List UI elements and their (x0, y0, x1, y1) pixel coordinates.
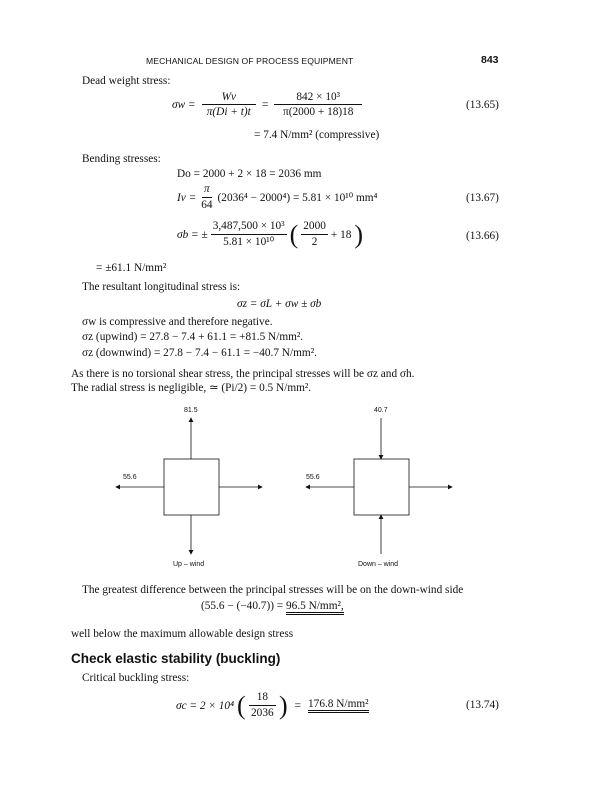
difference-prefix: (55.6 − (−40.7)) = (201, 600, 284, 612)
difference-line-1: The greatest difference between the principal stresses will be on the down-wind side (82, 584, 464, 596)
downwind-side-value: 55.6 (306, 474, 320, 481)
buckling-equation (176, 691, 369, 720)
fraction-numerator: Wv (202, 91, 256, 105)
fraction-denominator: π(Di + t)t (206, 106, 251, 118)
buckling-value: 176.8 N/mm² (308, 698, 369, 713)
difference-calculation (201, 600, 344, 612)
upwind-side-value: 55.6 (123, 474, 137, 481)
fraction-denominator: π(2000 + 18)18 (282, 106, 354, 118)
fraction-numerator: 3,487,500 × 10³ (211, 220, 287, 235)
difference-value: 96.5 N/mm², (286, 600, 344, 615)
fraction-denominator: 64 (201, 199, 213, 211)
sigma-b-result: = ±61.1 N/mm² (96, 262, 167, 274)
fraction-numerator: 842 × 10³ (274, 91, 362, 105)
downwind-top-value: 40.7 (374, 407, 388, 414)
iv-equation (177, 183, 378, 212)
open-paren: ( (289, 219, 299, 249)
fraction-thickness-diameter (249, 691, 276, 720)
stress-element-diagram (100, 400, 480, 580)
fraction-pi-64 (199, 183, 214, 212)
buckling-label: Critical buckling stress: (82, 672, 190, 684)
close-paren: ) (354, 219, 364, 249)
fraction-moment (211, 220, 287, 249)
sigma-w-note: σw is compressive and therefore negative. (82, 316, 273, 328)
upwind-square (164, 459, 219, 515)
bending-label: Bending stresses: (82, 153, 161, 165)
do-equation: Do = 2000 + 2 × 18 = 2036 mm (177, 168, 322, 180)
eq-number-13-65: (13.65) (466, 99, 499, 111)
upwind-element (116, 407, 262, 568)
resultant-label: The resultant longitudinal stress is: (82, 281, 241, 293)
principal-line-1: As there is no torsional shear stress, the principal stresses will be σz and σh. (71, 368, 415, 380)
fraction-numerator: 18 (249, 691, 276, 706)
downwind-stress: σz (downwind) = 27.8 − 7.4 − 61.1 = −40.7 N/mm². (82, 347, 317, 359)
eq-number-13-67: (13.67) (466, 192, 499, 204)
close-paren: ) (278, 690, 288, 720)
downwind-element (306, 407, 452, 568)
sigma-c-lhs: σc = 2 × 10⁴ (176, 699, 235, 712)
equals-sign: = (294, 699, 302, 712)
eq-number-13-66: (13.66) (466, 230, 499, 242)
dead-weight-result: = 7.4 N/mm² (compressive) (254, 129, 380, 141)
fraction-denominator: 2 (311, 236, 318, 248)
upwind-stress: σz (upwind) = 27.8 − 7.4 + 61.1 = +81.5 N/mm². (82, 331, 304, 343)
iv-lhs: Iv = (177, 191, 197, 204)
downwind-square (354, 459, 409, 515)
upwind-caption: Up – wind (173, 561, 205, 568)
eq-number-13-74: (13.74) (466, 699, 499, 711)
buckling-heading: Check elastic stability (buckling) (71, 651, 281, 666)
sigma-w-lhs: σw = (172, 99, 196, 111)
fraction-numerator: π (202, 183, 212, 198)
upwind-top-value: 81.5 (184, 407, 198, 414)
principal-line-2: The radial stress is negligible, ≃ (Pi/2) = 0.5 N/mm². (71, 382, 312, 394)
difference-line-3: well below the maximum allowable design stress (71, 628, 294, 640)
dead-weight-label: Dead weight stress: (82, 75, 171, 87)
equals-sign: = (262, 99, 269, 111)
fraction-denominator: 5.81 × 10¹⁰ (223, 236, 275, 248)
open-paren: ( (237, 690, 246, 720)
downwind-caption: Down – wind (358, 561, 399, 568)
fraction-numeric (274, 91, 362, 119)
plus-18: + 18 (330, 228, 352, 241)
sigma-b-equation (177, 220, 363, 249)
dead-weight-equation (172, 91, 362, 119)
fraction-numerator: 2000 (301, 220, 328, 235)
resultant-formula: σz = σL + σw ± σb (237, 298, 322, 310)
fraction-diameter (301, 220, 328, 249)
iv-rest: (2036⁴ − 2000⁴) = 5.81 × 10¹⁰ mm⁴ (217, 192, 378, 204)
running-title: MECHANICAL DESIGN OF PROCESS EQUIPMENT (146, 56, 354, 66)
page-number: 843 (481, 54, 499, 66)
fraction-wv (202, 91, 256, 119)
sigma-b-lhs: σb = ± (177, 228, 208, 241)
fraction-denominator: 2036 (251, 707, 274, 719)
